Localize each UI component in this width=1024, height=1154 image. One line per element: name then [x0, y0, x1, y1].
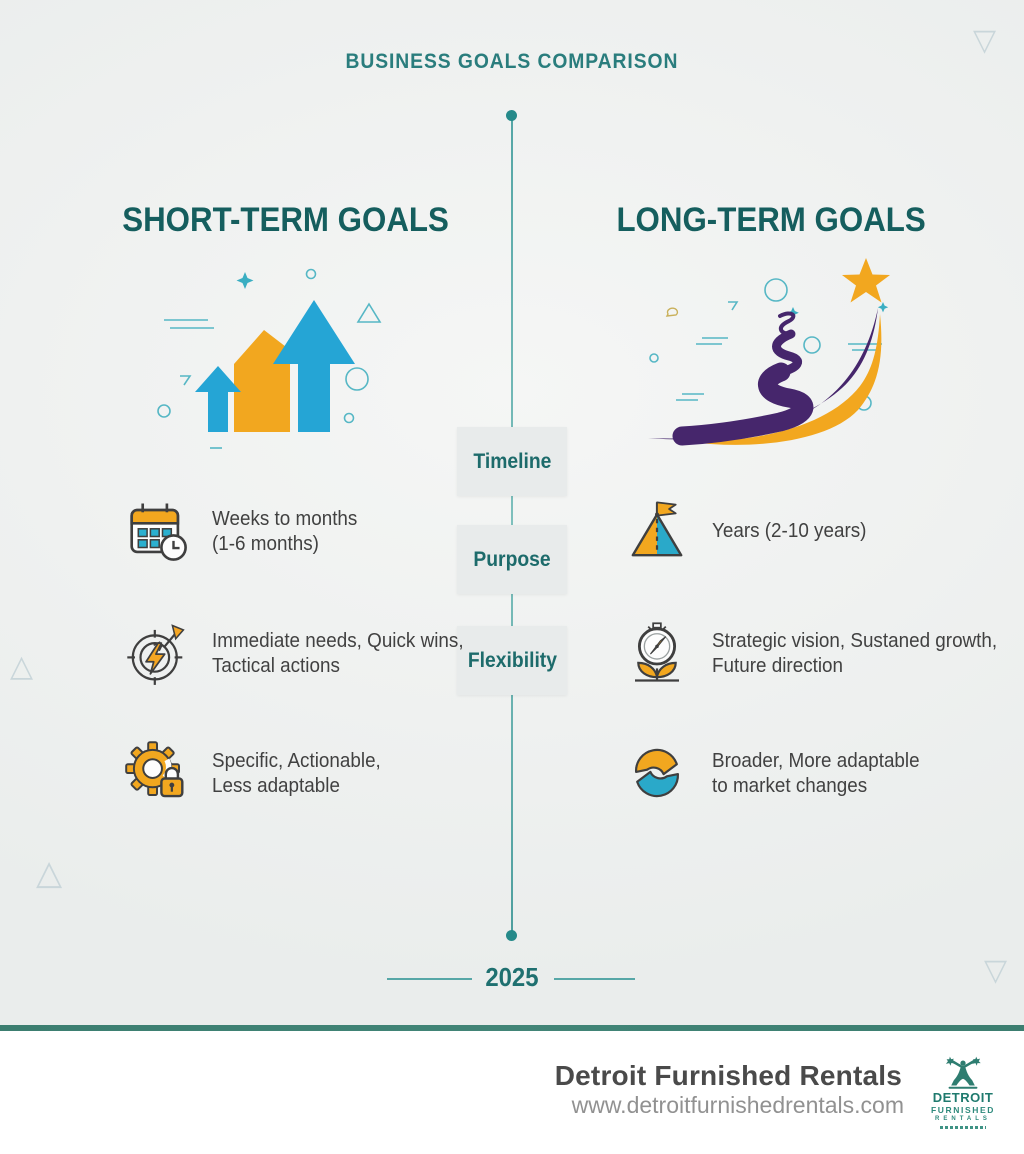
- timeline-label-box: Timeline: [457, 427, 567, 496]
- company-name: Detroit Furnished Rentals: [554, 1060, 902, 1091]
- logo-text-detroit: DETROIT: [932, 1090, 994, 1105]
- long-term-flexibility-row: Broader, More adaptable to market changes: [624, 738, 984, 808]
- logo-tagline-illegible: [940, 1126, 986, 1129]
- orange-arrow: [234, 330, 290, 432]
- decorative-triangle-icon: △: [36, 853, 63, 893]
- company-logo: [932, 1055, 994, 1129]
- long-term-heading: LONG-TERM GOALS: [616, 201, 926, 239]
- timeline-top-dot: [506, 110, 517, 121]
- row-text: Strategic vision, Sustaned growth,: [712, 628, 998, 652]
- logo-text-rentals: RENTALS: [935, 1116, 991, 1122]
- page-title: BUSINESS GOALS COMPARISON: [345, 50, 679, 73]
- purpose-label-box: Purpose: [457, 525, 567, 594]
- footer: [0, 1031, 1024, 1154]
- short-term-purpose-row: Immediate needs, Quick wins, Tactical actions: [124, 618, 454, 688]
- row-text: Broader, More adaptable: [712, 748, 920, 772]
- target-lightning-icon: [124, 620, 190, 686]
- decorative-triangle-icon: ▽: [973, 23, 997, 58]
- year-line-right: [554, 978, 635, 980]
- year-line-left: [387, 978, 472, 980]
- decorative-triangle-icon: △: [10, 649, 34, 684]
- growth-arrows-illustration: [150, 260, 402, 458]
- gear-lock-icon: [124, 740, 190, 806]
- logo-text-furnished: FURNISHED: [931, 1105, 995, 1115]
- short-term-heading: SHORT-TERM GOALS: [122, 201, 449, 239]
- compass-plant-icon: [624, 620, 690, 686]
- calendar-clock-icon: [124, 498, 190, 564]
- flexibility-label-box: Flexibility: [457, 626, 567, 695]
- mountain-flag-icon: [624, 498, 690, 564]
- cycle-arrows-icon: [624, 740, 690, 806]
- long-term-purpose-row: Strategic vision, Sustaned growth, Future direction: [624, 618, 984, 688]
- decorative-triangle-icon: ▽: [984, 953, 1008, 988]
- short-term-flexibility-row: Specific, Actionable, Less adaptable: [124, 738, 454, 808]
- winding-road-star-illustration: [630, 252, 906, 458]
- website-url: www.detroitfurnishedrentals.com: [571, 1092, 904, 1118]
- row-text: Specific, Actionable,: [212, 748, 381, 772]
- row-text: Immediate needs, Quick wins,: [212, 628, 464, 652]
- year-label: 2025: [485, 962, 539, 992]
- short-term-timeline-row: Weeks to months (1-6 months): [124, 496, 454, 566]
- spirit-statue-icon: [942, 1055, 984, 1091]
- long-term-timeline-row: [624, 496, 984, 566]
- row-text: Years (2-10 years): [712, 519, 867, 543]
- timeline-bottom-dot: [506, 930, 517, 941]
- star: [842, 258, 890, 303]
- row-text: Weeks to months: [212, 506, 358, 530]
